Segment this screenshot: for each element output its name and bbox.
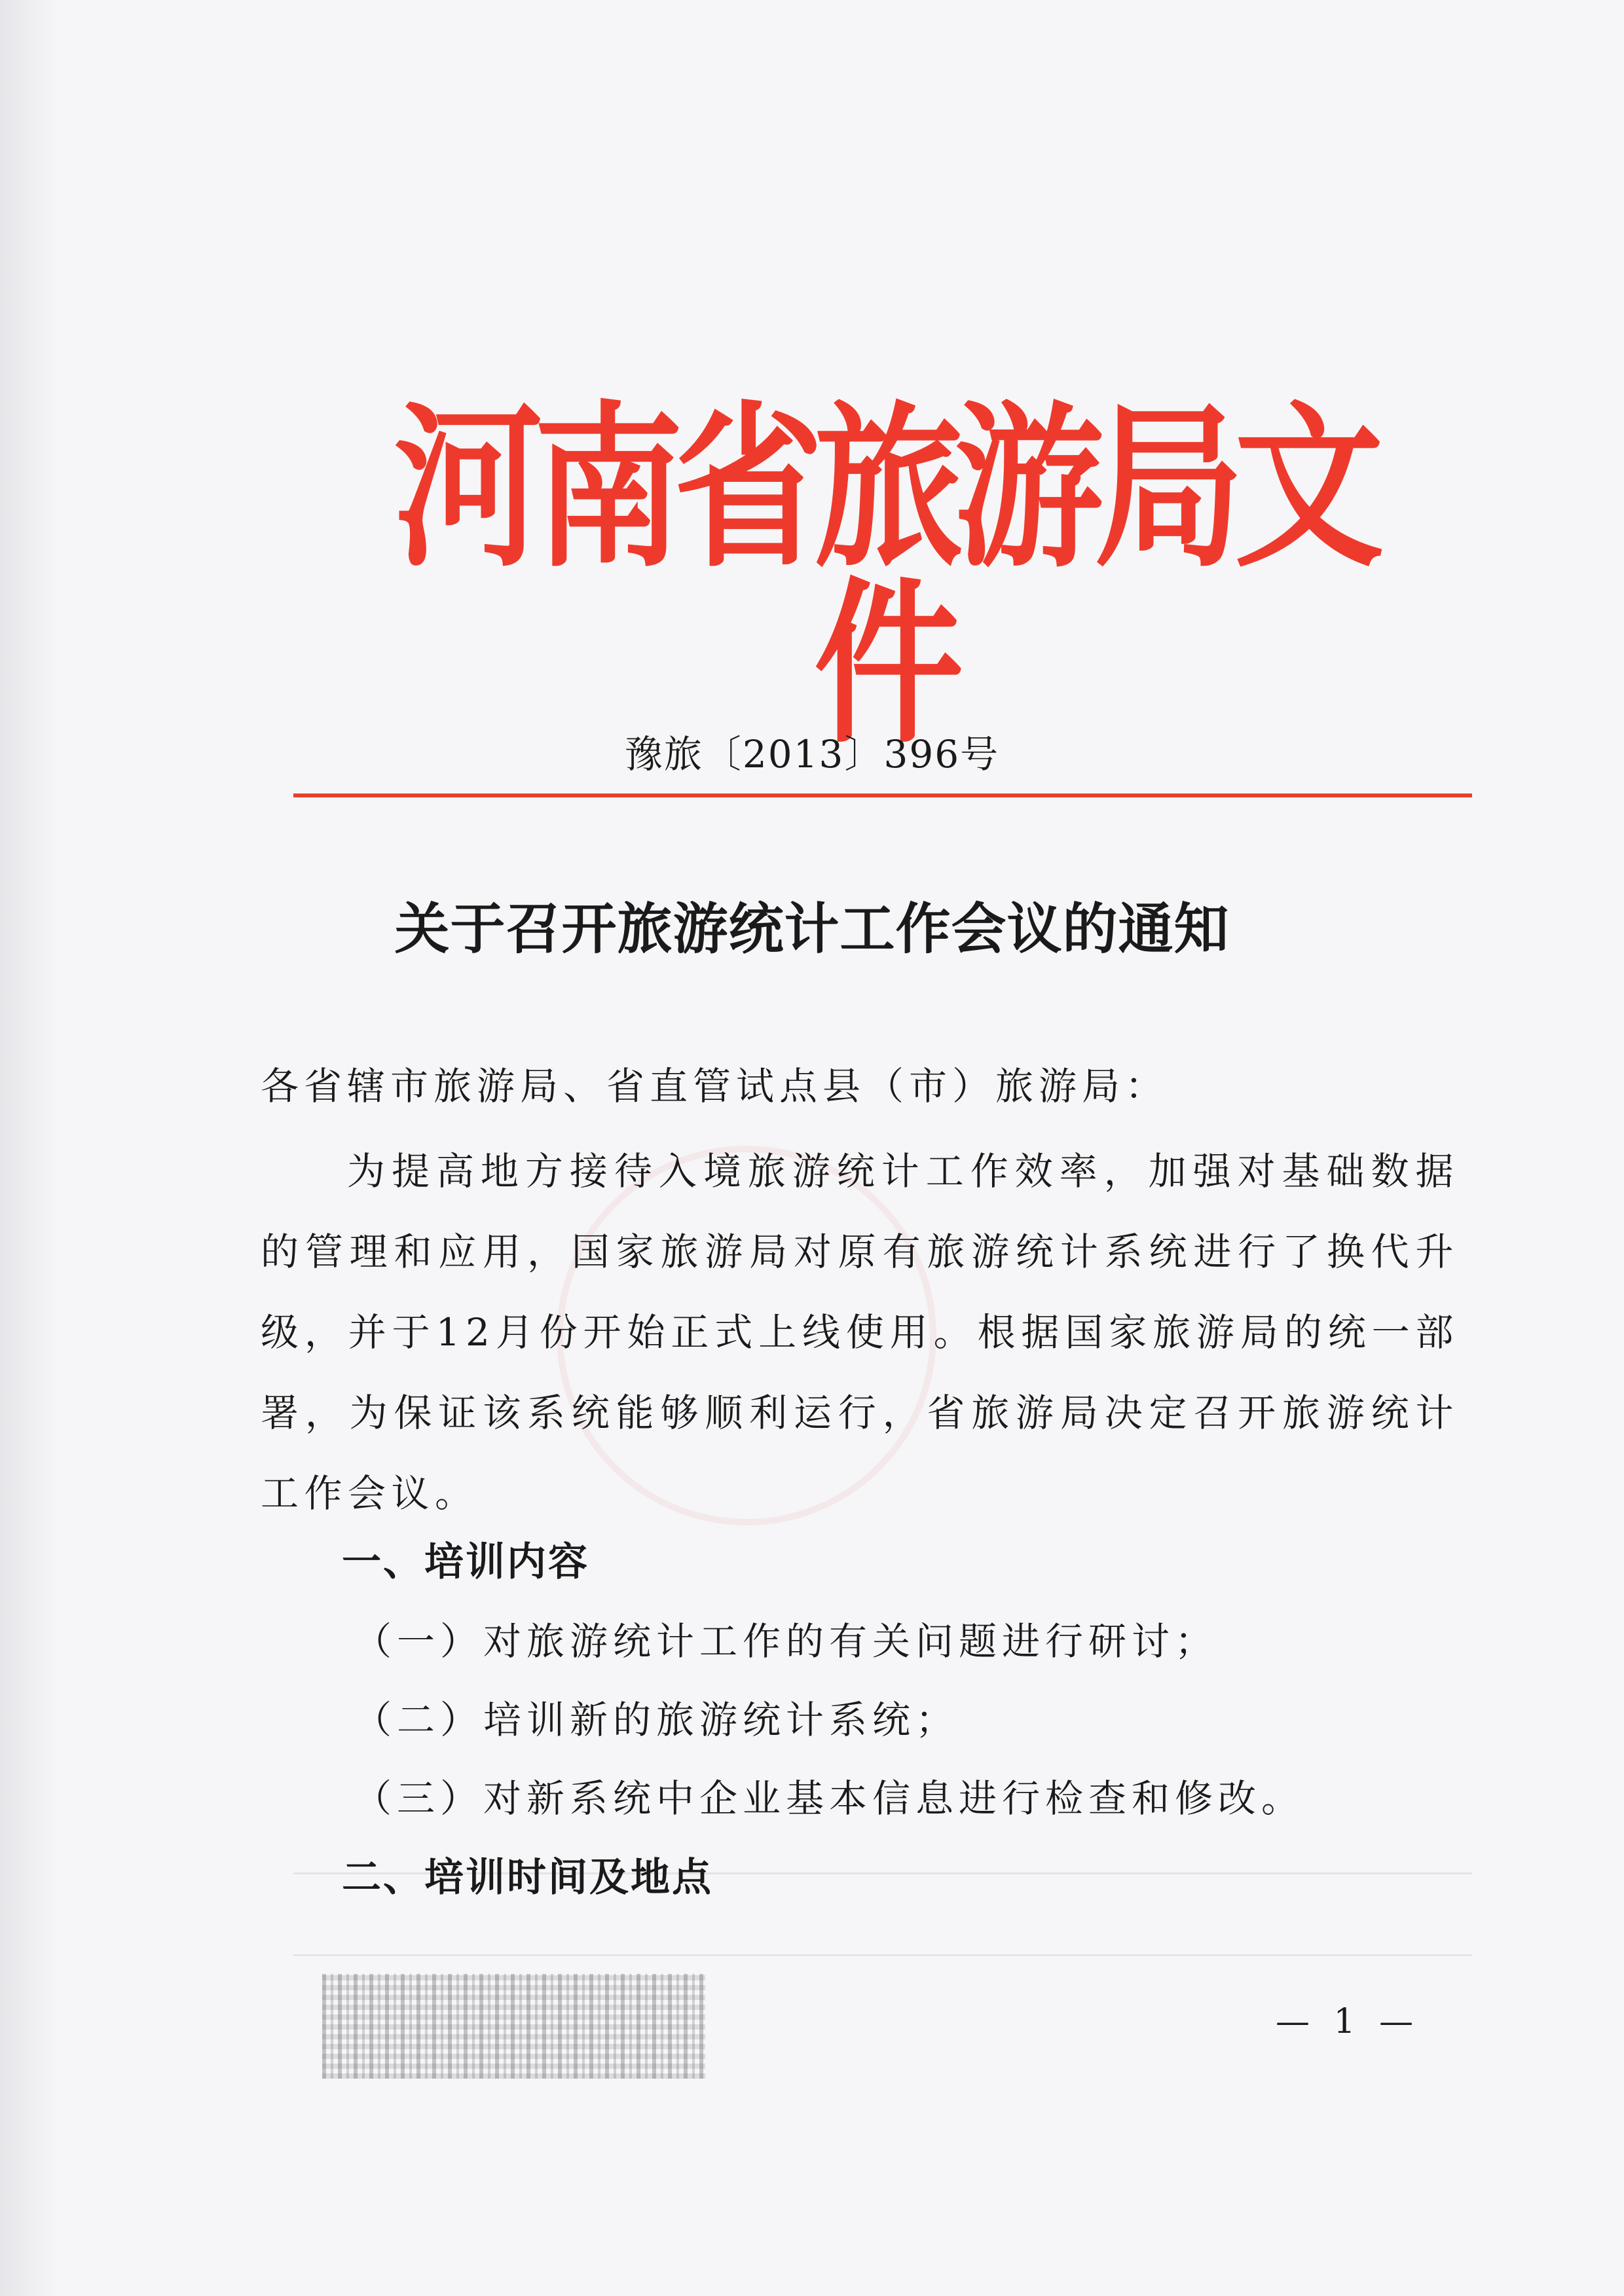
body-paragraph: 为提高地方接待入境旅游统计工作效率，加强对基础数据的管理和应用，国家旅游局对原有旅游统计系统进行了换代升级，并于12月份开始正式上线使用。根据国家旅游局的统一部署，为保证该系统能够顺利运行，省旅游局决定召开旅游统计工作会议。 bbox=[261, 1149, 1459, 1516]
barcode-image bbox=[322, 1974, 705, 2079]
list-item: （二）培训新的旅游统计系统； bbox=[354, 1698, 959, 1742]
section-heading-training-content: 一、培训内容 bbox=[342, 1539, 589, 1585]
list-item: （一）对旅游统计工作的有关问题进行研讨； bbox=[354, 1619, 1219, 1664]
addressee: 各省辖市旅游局、省直管试点县（市）旅游局： bbox=[261, 1064, 1169, 1108]
header-red-rule bbox=[293, 793, 1472, 797]
list-item: （三）对新系统中企业基本信息进行检查和修改。 bbox=[354, 1776, 1305, 1821]
document-number: 豫旅〔2013〕396号 bbox=[624, 732, 1000, 776]
page-number: — 1 — bbox=[1276, 2002, 1420, 2041]
section-heading-time-place: 二、培训时间及地点 bbox=[342, 1855, 713, 1901]
scan-edge-shadow bbox=[0, 0, 59, 2296]
document-header-title: 河南省旅游局文件 bbox=[394, 384, 1375, 767]
notice-title: 关于召开旅游统计工作会议的通知 bbox=[394, 896, 1230, 961]
reverse-rule-showthrough bbox=[293, 1954, 1472, 1956]
